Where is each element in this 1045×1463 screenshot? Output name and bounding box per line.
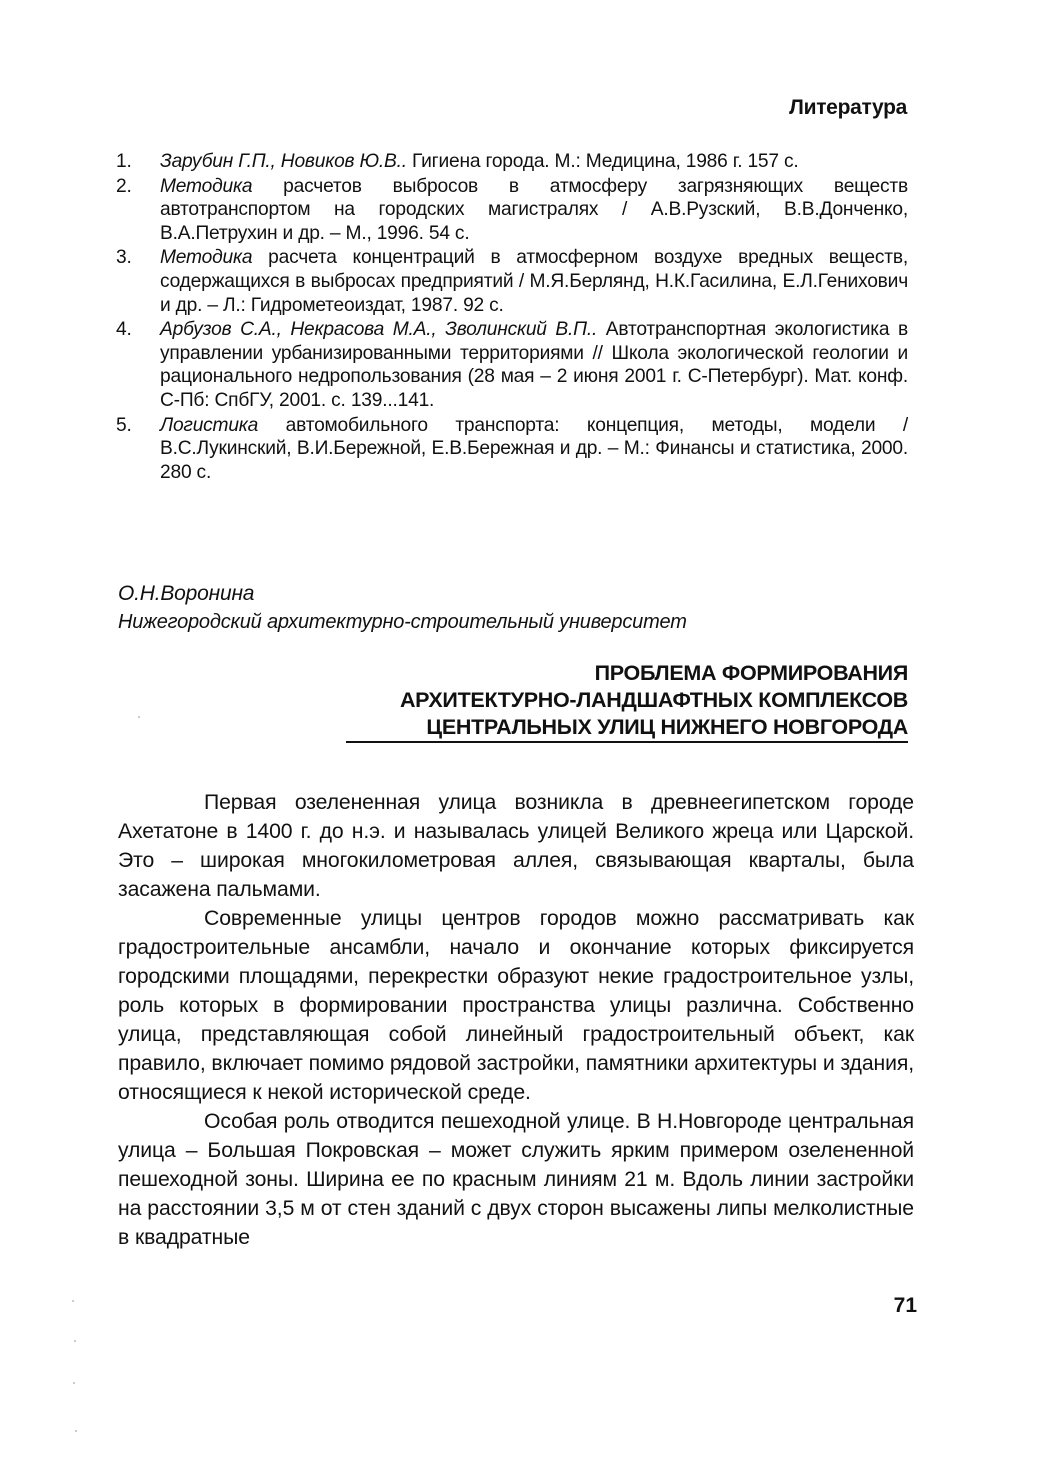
scan-speck [75, 1430, 77, 1432]
reference-lead: Методика [160, 247, 253, 269]
reference-body [160, 318, 908, 412]
reference-lead: Логистика [160, 414, 259, 436]
reference-item [116, 318, 908, 412]
reference-list [116, 150, 908, 485]
section-heading: Литература [789, 96, 907, 119]
reference-lead: Зарубин Г.П., Новиков Ю.В.. [160, 151, 407, 172]
reference-lead: Методика [160, 175, 253, 197]
article-title [268, 660, 908, 741]
reference-body [160, 150, 908, 174]
reference-item [116, 175, 908, 246]
reference-number: 3. [116, 247, 132, 269]
reference-number: 4. [116, 319, 132, 341]
article-title-line: ЦЕНТРАЛЬНЫХ УЛИЦ НИЖНЕГО НОВГОРОДА [426, 715, 908, 739]
reference-item [116, 414, 908, 485]
reference-item [116, 246, 908, 317]
reference-text: Автотранспортная экологистика в управлении урбанизированными территориями // Школа экологической геологии и рационального недропользования (28 мая – 2 июня 2001 г. С-Петербург). Мат. конф. С-Пб: СпбГУ, 2001. с. 139...141. [160, 319, 908, 411]
reference-item [116, 150, 908, 174]
author-affiliation: Нижегородский архитектурно-строительный университет [118, 611, 687, 633]
reference-body [160, 175, 908, 246]
reference-number: 5. [116, 414, 132, 436]
reference-number: 2. [116, 175, 132, 197]
reference-text: автомобильного транспорта: концепция, методы, модели / В.С.Лукинский, В.И.Бережной, Е.В.Бережная и др. – М.: Финансы и статистика, 2000. 280 с. [160, 414, 908, 483]
author-name: О.Н.Воронина [118, 582, 255, 605]
body-paragraph: Первая озелененная улица возникла в древнеегипетском городе Ахетатоне в 1400 г. до н.э. и называлась улицей Великого жреца или Царской. Это – широкая многокилометровая аллея, связывающая кварталы, была засажена пальмами. [118, 791, 914, 901]
reference-body [160, 414, 908, 485]
body-paragraph: Современные улицы центров городов можно рассматривать как градостроительные ансамбли, начало и окончание которых фиксируется городскими площадями, перекрестки образуют некие градостроительное узлы, роль которых в формировании пространства улицы различна. Собственно улица, представляющая собой линейный градостроительный объект, как правило, включает помимо рядовой застройки, памятники архитектуры и здания, относящиеся к некой исторической среде. [118, 907, 914, 1104]
author-block [118, 580, 818, 636]
reference-text: расчетов выбросов в атмосферу загрязняющих веществ автотранспортом на городских магистралях / А.В.Рузский, В.В.Донченко, В.А.Петрухин и др. – М., 1996. 54 с. [160, 175, 908, 244]
article-title-line: ПРОБЛЕМА ФОРМИРОВАНИЯ [594, 661, 908, 685]
reference-body [160, 246, 908, 317]
title-underline [346, 741, 908, 743]
scan-speck [138, 716, 140, 718]
scan-speck [74, 1340, 76, 1342]
reference-lead: Арбузов С.А., Некрасова М.А., Зволинский В.П.. [160, 319, 598, 341]
reference-text: расчета концентраций в атмосферном воздухе вредных веществ, содержащихся в выбросах предприятий / М.Я.Берлянд, Н.К.Гасилина, Е.Л.Генихович и др. – Л.: Гидрометеоиздат, 1987. 92 с. [160, 247, 908, 316]
scan-speck [73, 1382, 75, 1384]
reference-number: 1. [116, 151, 132, 172]
reference-text: Гигиена города. М.: Медицина, 1986 г. 157 с. [406, 151, 799, 172]
page-number: 71 [893, 1294, 917, 1317]
article-body [118, 788, 914, 1252]
article-title-line: АРХИТЕКТУРНО-ЛАНДШАФТНЫХ КОМПЛЕКСОВ [399, 688, 908, 712]
body-paragraph: Особая роль отводится пешеходной улице. В Н.Новгороде центральная улица – Большая Покровская – может служить ярким примером озелененной пешеходной зоны. Ширина ее по красным линиям 21 м. Вдоль линии застройки на расстоянии 3,5 м от стен зданий с двух сторон высажены липы мелколистные в квадратные [118, 1110, 914, 1249]
scan-speck [72, 1300, 74, 1302]
